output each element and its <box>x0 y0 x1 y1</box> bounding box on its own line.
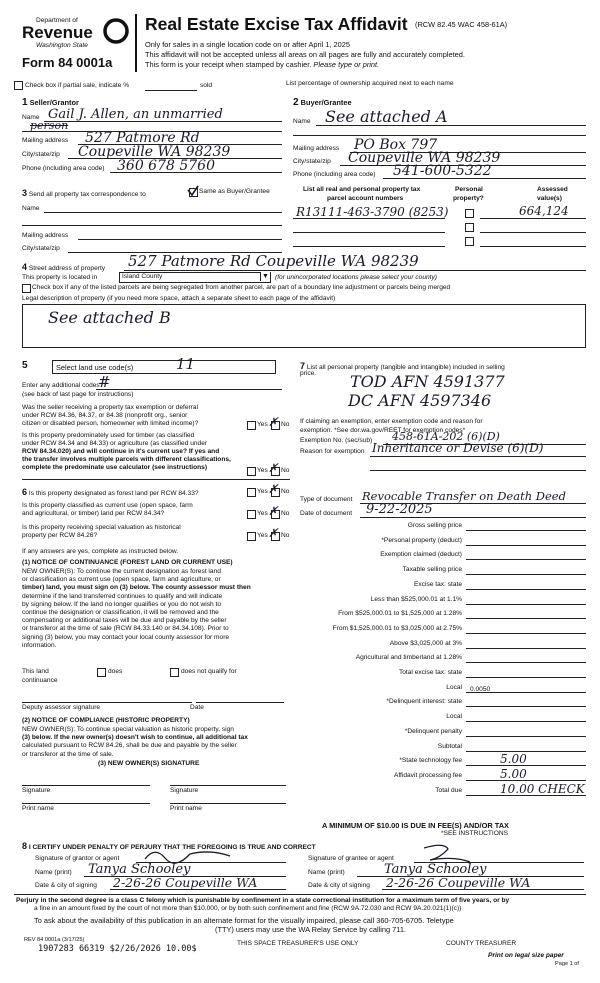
s6-q1: Is this property designated as forest land per RCW 84.33? <box>28 490 199 497</box>
buyer-city-value[interactable]: Coupeville WA 98239 <box>348 150 501 166</box>
tax-row-label: Local <box>446 683 462 691</box>
tax-row-label: From $1,525,000.01 to $3,025,000 at 2.75% <box>332 624 462 632</box>
reason-line <box>370 456 586 457</box>
notice1-line: by signing below. If the land no longer qualifies or you do not wish to <box>22 600 222 608</box>
notice1-line: timber) land, you must sign on (3) below. The county assessor must then <box>22 584 251 592</box>
see-instructions: *SEE INSTRUCTIONS <box>441 830 509 837</box>
street-value[interactable]: 527 Patmore Rd Coupeville WA 98239 <box>128 252 419 270</box>
parcel-line-2 <box>293 232 445 233</box>
s6-q1-no-label: No <box>281 488 290 495</box>
s5-question-2 <box>22 432 231 472</box>
s6-num: 6 <box>22 487 28 497</box>
same-as-buyer-label: Same as Buyer/Grantee <box>199 188 270 195</box>
parcel-list-header-1: List all real and personal property tax <box>303 186 421 193</box>
reason-line-2 <box>370 470 586 471</box>
tax-row-label: Less than $525,000.01 at 1.1% <box>370 595 462 603</box>
owner-sig-line-2 <box>170 785 286 786</box>
form-number: Form 84 0001a <box>22 55 113 70</box>
s8-num: 8 <box>22 841 28 851</box>
located-label: This property is located in <box>22 274 98 281</box>
s6-q3-yes-checkbox[interactable] <box>247 532 256 541</box>
tax-row-line <box>466 648 586 649</box>
merged-checkbox[interactable] <box>22 284 31 293</box>
tax-row-label: Taxable selling price <box>402 566 462 574</box>
s6-q3-line: property per RCW 84.26? <box>22 532 98 539</box>
s6-divider <box>22 479 290 480</box>
merged-note: Check box if any of the listed parcels are being segregated from another parcel, are part of a boundary line adjustment or parcels being merged <box>32 284 451 291</box>
s6-q2-yes-checkbox[interactable] <box>247 510 256 519</box>
s6-q3-yes-label: Yes <box>257 532 268 539</box>
s5-q1-line: under RCW 84.36, 84.37, or 84.38 (nonprofit org., senior <box>22 412 188 419</box>
tax-row-label: *Delinquent penalty <box>404 727 462 735</box>
assessed-value[interactable]: 664,124 <box>519 204 569 218</box>
deputy-date-line <box>196 702 284 703</box>
s6-q1-yes-label: Yes <box>257 488 268 495</box>
dept-state: Washington State <box>36 42 88 49</box>
owner-sig-label-1: Signature <box>22 787 51 794</box>
s5-q1-check-mark: ✗ <box>268 415 279 429</box>
s7-price-label: price. <box>300 370 317 377</box>
tax-row-line <box>466 589 586 590</box>
additional-codes-label: Enter any additional codes <box>22 382 100 389</box>
cashier-stamp: 1907283 66319 $2/26/2026 10.00$ <box>38 944 197 954</box>
owner-print-line-1 <box>22 803 150 804</box>
grantor-name-label: Name (print) <box>35 869 72 876</box>
legal-label: Legal description of property (if you need more space, attach a separate sheet to each page of the affidavit) <box>22 295 336 302</box>
s5-question-1 <box>22 404 198 428</box>
s6-question-3 <box>22 524 181 540</box>
buyer-heading: Buyer/Grantee <box>300 98 352 107</box>
owner-print-line-2 <box>170 803 286 804</box>
exempt-intro-2: exemption. *See dor.wa.gov/REET for exemption codes* <box>300 427 466 434</box>
page-title: Real Estate Excise Tax Affidavit <box>145 14 408 34</box>
doc-type-value[interactable]: Revocable Transfer on Death Deed <box>362 489 566 503</box>
sold-label: sold <box>200 82 213 89</box>
notice1-title: (1) NOTICE OF CONTINUANCE (FOREST LAND OR CURRENT USE) <box>22 559 233 566</box>
page-indicator: Page 1 of <box>555 961 579 967</box>
land-does-label: does <box>108 668 123 675</box>
s3-mailing-line <box>78 239 282 240</box>
perjury-line-2: a fine in an amount fixed by the court of not more than $10,000, or by both such confinement and fine (RCW 9A.72.030 and RCW 9A.20.021(1)(c)) <box>34 905 462 912</box>
print-legal-note: Print on legal size paper <box>488 952 564 959</box>
tax-row-line <box>466 736 586 737</box>
tax-row-label: *Delinquent interest: state <box>386 698 462 706</box>
s5-q2-line: RCW 84.34.020) and will continue in it's current use? If yes and <box>22 448 220 455</box>
grantee-date-value[interactable]: 2-26-26 Coupeville WA <box>386 875 531 890</box>
partial-sale-label: Check box if partial sale, indicate % <box>25 82 130 89</box>
personal-property-checkbox-3[interactable] <box>465 237 474 246</box>
subtitle-2: This affidavit will not be accepted unless all areas on all pages are fully and accurately completed. <box>145 50 465 59</box>
s5-q2-line: the transfer involves multiple parcels with different classifications, <box>22 456 231 463</box>
notice1-line: determine if the land transferred continues to qualify and will indicate <box>22 592 223 600</box>
tax-row-line <box>466 530 586 531</box>
subtitle-1: Only for sales in a single location code on or after April 1, 2025 <box>145 40 351 49</box>
chevron-down-icon[interactable]: ▼ <box>260 272 270 281</box>
parcel-list-header-2: parcel account numbers <box>327 195 404 202</box>
deputy-date-label: Date <box>190 704 204 711</box>
grantee-signature-icon <box>420 840 480 864</box>
grantor-sig-label: Signature of grantor or agent <box>35 855 120 862</box>
tax-row-line <box>466 545 586 546</box>
tax-row-line <box>466 706 586 707</box>
s5-q2-yes-label: Yes <box>257 467 268 474</box>
parcel-line-3 <box>293 246 445 247</box>
street-line <box>124 270 586 271</box>
tax-row-label: Agricultural and timberland at 1.28% <box>355 654 462 662</box>
buyer-phone-value[interactable]: 541-600-5322 <box>393 163 492 179</box>
s6-q3-line: Is this property receiving special valuation as historical <box>22 524 181 531</box>
tax-row-value[interactable]: 5.00 <box>500 766 527 781</box>
grantor-date-label: Date & city of signing <box>35 882 97 889</box>
this-land-label: This land <box>22 668 49 675</box>
s3-mailing-label: Mailing address <box>22 232 69 239</box>
seller-phone-label: Phone (including area code) <box>22 165 105 172</box>
ownership-note: List percentage of ownership acquired next to each name <box>286 80 454 87</box>
owner-sig-line-1 <box>22 785 150 786</box>
doc-date-value[interactable]: 9-22-2025 <box>366 502 433 517</box>
seller-name-value[interactable]: Gail J. Allen, an unmarried <box>48 107 223 122</box>
if-yes-note: If any answers are yes, complete as instructed below. <box>22 548 179 555</box>
tax-row-line <box>466 721 586 722</box>
s3-label: Send all property tax correspondence to <box>28 191 146 198</box>
land-does-not-checkbox[interactable] <box>170 668 179 677</box>
doc-date-line <box>360 517 586 518</box>
county-value: Island County <box>122 273 163 280</box>
street-label: Street address of property <box>28 265 106 272</box>
s3-name-line <box>44 212 282 213</box>
dept-brand: Revenue <box>22 23 93 42</box>
s5-q1-line: citizen or disabled person, homeowner with limited income)? <box>22 420 199 427</box>
buyer-num: 2 <box>293 97 299 108</box>
tax-row-label: Total excise tax: state <box>398 669 462 676</box>
additional-codes-value[interactable]: # <box>98 373 111 391</box>
owner-print-label-1: Print name <box>22 805 54 812</box>
tax-row-line <box>466 559 586 560</box>
s5-q1-yes-label: Yes <box>257 421 268 428</box>
tax-row-label: Total due <box>435 786 462 794</box>
partial-sale-line[interactable] <box>145 90 197 91</box>
exempt-intro-1: If claiming an exemption, enter exemption code and reason for <box>300 418 483 425</box>
dept-line: Department of <box>36 17 78 24</box>
dor-logo-icon <box>103 18 129 44</box>
s6-q2-check-mark: ✗ <box>268 504 279 518</box>
legal-value[interactable]: See attached B <box>48 308 171 327</box>
personal-property-checkbox-2[interactable] <box>465 223 474 232</box>
deputy-sig-label: Deputy assessor signature <box>22 704 101 711</box>
tax-row-line <box>466 604 586 605</box>
s6-q1-yes-checkbox[interactable] <box>247 488 256 497</box>
notice2-line: or transferor at the time of sale. <box>22 750 114 758</box>
tax-row-line <box>466 633 586 634</box>
treasurer-use: THIS SPACE TREASURER'S USE ONLY <box>237 940 359 947</box>
notice1-line: continue the designation or classification, it will be removed and the <box>22 609 219 617</box>
seller-city-label: City/state/zip <box>22 151 60 158</box>
s6-q2-line: Is this property classified as current use (open space, farm <box>22 502 193 509</box>
footer-divider <box>14 894 586 895</box>
tax-row-line <box>466 574 586 575</box>
grantee-sig-label: Signature of grantee or agent <box>308 855 394 862</box>
s6-question-2 <box>22 502 193 518</box>
assessed-line-1 <box>480 218 586 219</box>
s6-q2-yes-label: Yes <box>257 510 268 517</box>
rev-number: REV 84 0001a (3/17/25) <box>24 937 85 943</box>
county-treasurer: COUNTY TREASURER <box>446 940 517 947</box>
grantee-date-label: Date & city of signing <box>308 882 370 889</box>
s6-q1-check-mark: ✗ <box>268 482 279 496</box>
tax-row-line <box>466 677 586 678</box>
buyer-mailing-label: Mailing address <box>293 145 340 152</box>
notice2-line: NEW OWNER(S): To continue special valuation as historic property, sign <box>22 726 234 733</box>
perjury-line-1: Perjury in the second degree is a class C felony which is punishable by confinement in a state correctional institution for a maximum term of five years, or by <box>16 897 510 904</box>
s5-q2-line: complete the predominate use calculator (see instructions) <box>22 464 208 471</box>
personal-property-hw-2[interactable]: DC AFN 4597346 <box>348 391 492 410</box>
s5-q1-line: Was the seller receiving a property tax exemption or deferral <box>22 404 199 411</box>
tax-row-label: Subtotal <box>437 742 462 750</box>
grantee-name-value[interactable]: Tanya Schooley <box>384 862 487 877</box>
assessed-header-2: value(s) <box>537 195 562 202</box>
tax-row-label: Affidavit processing fee <box>393 771 462 779</box>
tax-row-label: Gross selling price <box>407 522 462 529</box>
notice1-line: signing (3) below, you may contact your local county assessor for more <box>22 633 230 641</box>
partial-sale-checkbox[interactable] <box>14 81 23 90</box>
assessed-line-3 <box>480 246 586 247</box>
assessed-header-1: Assessed <box>537 186 568 193</box>
land-use-value[interactable]: 11 <box>176 355 196 373</box>
notice1-line: or transferor at the time of sale (RCW 84.33.140 or 84.34.108). Prior to <box>22 625 229 633</box>
grantee-name-label: Name (print) <box>308 869 345 876</box>
notice1-line: NEW OWNER(S): To continue the current designation as forest land <box>22 568 221 575</box>
tax-row-line <box>466 662 586 663</box>
notice1-line: or classification as current use (open space, farm and agriculture, or <box>22 576 221 584</box>
notice1-line: information. <box>22 641 57 649</box>
buyer-mailing-value[interactable]: PO Box 797 <box>354 137 438 153</box>
doc-date-label: Date of document <box>300 510 353 517</box>
s7-label: List all personal property (tangible and intangible) included in selling <box>306 364 505 371</box>
notice1-body <box>22 568 251 650</box>
seller-mailing-label: Mailing address <box>22 137 69 144</box>
header-divider <box>135 14 137 72</box>
notice2-body <box>22 726 248 759</box>
personal-header-2: property? <box>453 195 484 202</box>
s3-city-label: City/state/zip <box>22 245 60 252</box>
s7-num: 7 <box>300 361 306 371</box>
reason-label: Reason for exemption <box>300 448 365 455</box>
seller-city-value[interactable]: Coupeville WA 98239 <box>78 144 231 160</box>
s8-certify: I CERTIFY UNDER PENALTY OF PERJURY THAT THE FOREGOING IS TRUE AND CORRECT <box>28 844 316 851</box>
tax-row-label: Exemption claimed (deduct) <box>380 551 462 559</box>
buyer-name-label: Name <box>293 118 311 125</box>
tax-row-line <box>466 618 586 619</box>
tax-row-label: *Personal property (deduct) <box>381 536 462 544</box>
s5-q1-no-label: No <box>281 421 290 428</box>
notice2-line: calculated pursuant to RCW 84.26, shall be due and payable by the seller <box>22 742 237 750</box>
doc-type-label: Type of document <box>300 496 353 503</box>
reason-value[interactable]: Inheritance or Devise (6)(D) <box>372 441 544 455</box>
land-does-not-label: does not qualify for <box>181 668 237 675</box>
tax-row-label: Local <box>446 713 462 721</box>
notice2-title: (2) NOTICE OF COMPLIANCE (HISTORIC PROPERTY) <box>22 717 190 724</box>
s3-name-label: Name <box>22 205 40 212</box>
subtitle-3a: This form is your receipt when stamped by cashier. <box>145 60 312 69</box>
s5-q2-line: Is this property predominately used for timber (as classified <box>22 432 195 439</box>
s5-num: 5 <box>22 360 28 371</box>
tax-row-value[interactable]: 10.00 CHECK <box>500 781 585 796</box>
s5-q1-yes-checkbox[interactable] <box>247 421 256 430</box>
seller-num: 1 <box>22 97 28 108</box>
land-does-checkbox[interactable] <box>97 668 106 677</box>
s3-num: 3 <box>22 188 28 198</box>
minimum-due-note: A MINIMUM OF $10.00 IS DUE IN FEE(S) AND/OR TAX <box>322 821 509 830</box>
grantor-date-value[interactable]: 2-26-26 Coupeville WA <box>113 875 258 890</box>
seller-name-label: Name <box>22 114 40 121</box>
grantor-name-value[interactable]: Tanya Schooley <box>88 862 191 877</box>
buyer-city-label: City/state/zip <box>293 158 331 165</box>
checkmark-icon <box>187 185 199 197</box>
tax-row-label: Above $3,025,000 at 3% <box>389 639 462 647</box>
parcel-value[interactable]: R13111-463-3790 (8253) <box>296 205 449 219</box>
local-rate: 0.0050 <box>470 686 491 693</box>
seller-name-value2[interactable]: person <box>30 119 69 132</box>
accessibility-line-2: (TTY) users may use the WA Relay Service by calling 711. <box>215 925 406 934</box>
accessibility-line-1: To ask about the availability of this publication in an alternate format for the visually impaired, please call 360-705-6705. Teletype <box>34 916 454 925</box>
s3-name-line2 <box>22 225 282 226</box>
land-use-label: Select land use code(s) <box>56 363 134 372</box>
exempt-no-value[interactable]: 458-61A-202 (6)(D) <box>392 430 500 443</box>
assessed-line-2 <box>480 232 586 233</box>
notice2-line: (3) below. If the new owner(s) doesn't wish to continue, all additional tax <box>22 734 248 742</box>
tax-row-value[interactable]: 5.00 <box>500 752 527 767</box>
buyer-name-value[interactable]: See attached A <box>325 107 448 126</box>
s5-q2-no-label: No <box>281 467 290 474</box>
additional-codes-note: (see back of last page for instructions) <box>22 391 134 398</box>
personal-property-hw-1[interactable]: TOD AFN 4591377 <box>350 372 505 391</box>
seller-mailing-value[interactable]: 527 Patmore Rd <box>85 130 200 146</box>
personal-property-checkbox-1[interactable] <box>465 209 474 218</box>
county-select[interactable] <box>119 272 271 283</box>
s5-q2-check-mark: ✗ <box>268 461 279 475</box>
subtitle-3b: Please type or print. <box>313 60 380 69</box>
personal-header-1: Personal <box>455 186 483 193</box>
s4-num: 4 <box>22 262 28 272</box>
tax-row-label: From $525,000.01 to $1,525,000 at 1.28% <box>338 610 462 618</box>
additional-codes-line <box>96 389 282 390</box>
deputy-sig-line <box>22 702 192 703</box>
seller-heading: Seller/Grantor <box>29 98 79 107</box>
owner-sig-label-2: Signature <box>170 787 199 794</box>
s6-q3-check-mark: ✗ <box>268 526 279 540</box>
seller-phone-value[interactable]: 360 678 5760 <box>117 158 215 174</box>
s6-q2-no-label: No <box>281 510 290 517</box>
county-note: (for unincorporated locations please select your county) <box>275 274 438 281</box>
tax-row-label: Excise tax: state <box>413 580 462 588</box>
buyer-phone-label: Phone (including area code) <box>293 171 376 178</box>
notice1-line: compensating or additional taxes will be due and payable by the seller <box>22 617 227 625</box>
new-owner-sig-title: (3) NEW OWNER(S) SIGNATURE <box>98 760 200 767</box>
continuance-label: continuance <box>22 677 58 684</box>
land-use-select[interactable] <box>52 360 276 374</box>
buyer-name-line2 <box>293 135 586 136</box>
s5-q2-yes-checkbox[interactable] <box>247 467 256 476</box>
s5-q2-line: under RCW 84.34 and 84.33) or agriculture (as classified under <box>22 440 208 447</box>
exempt-no-label: Exemption No. (sec/sub) <box>300 437 373 444</box>
tax-row-label: *State technology fee <box>399 757 462 765</box>
owner-print-label-2: Print name <box>170 805 202 812</box>
s6-q2-line: and agricultural, or timber) land per RCW 84.34? <box>22 510 165 517</box>
rcw-citation: (RCW 82.45 WAC 458-61A) <box>415 20 508 29</box>
s6-q3-no-label: No <box>281 532 290 539</box>
